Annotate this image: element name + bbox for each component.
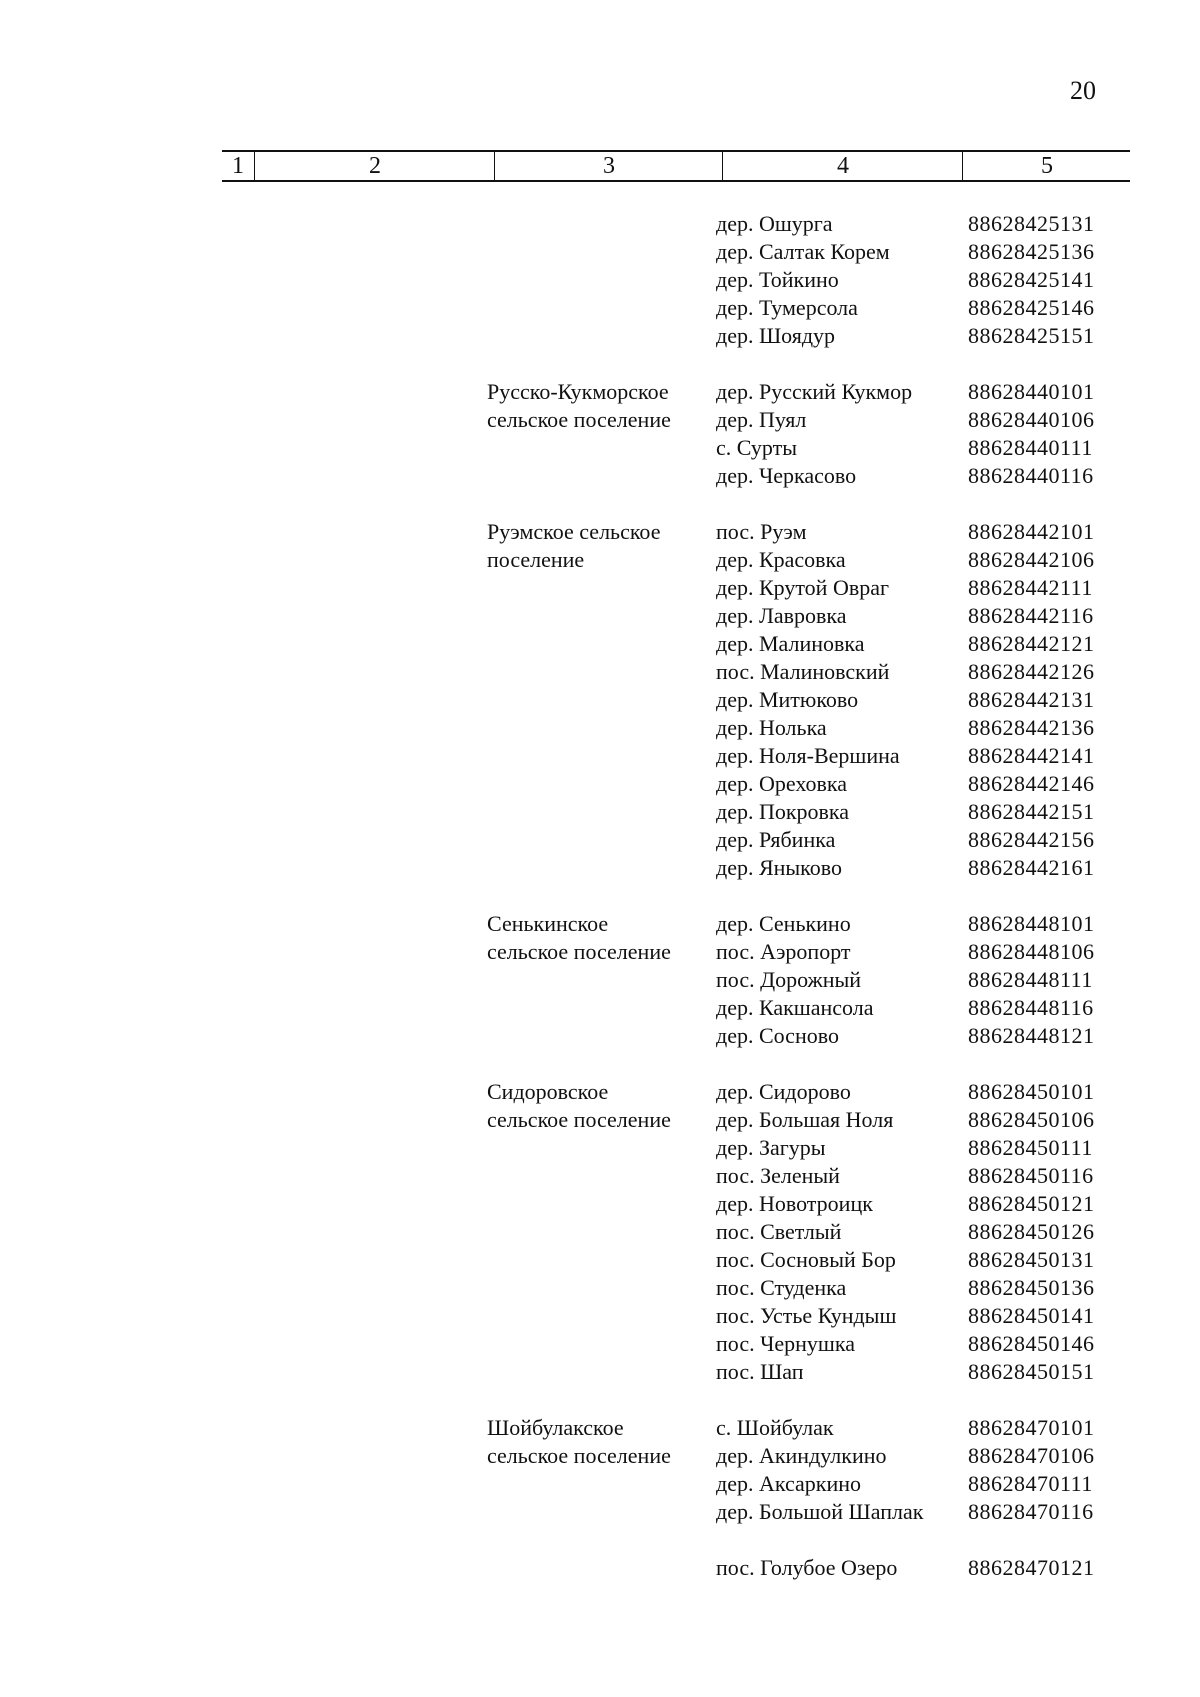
oktmo-code: 88628442116 (968, 603, 1094, 628)
municipality-name-line: поселение (487, 547, 585, 572)
settlement-name: пос. Чернушка (716, 1331, 855, 1356)
table-row (0, 1246, 1200, 1274)
settlement-name: дер. Большой Шаплак (716, 1499, 924, 1524)
table-row (0, 322, 1200, 350)
table-row (0, 602, 1200, 630)
table-row (0, 910, 1200, 938)
municipality-name-line: Русско-Кукморское (487, 379, 669, 404)
oktmo-code: 88628450146 (968, 1331, 1095, 1356)
settlement-name: дер. Большая Ноля (716, 1107, 894, 1132)
column-header-2: 2 (254, 152, 495, 180)
table-row (0, 546, 1200, 574)
table-row (0, 966, 1200, 994)
page-number: 20 (1070, 76, 1096, 105)
table-row (0, 826, 1200, 854)
table-row (0, 770, 1200, 798)
settlement-name: дер. Ошурга (716, 211, 833, 236)
oktmo-code: 88628442136 (968, 715, 1095, 740)
settlement-name: дер. Малиновка (716, 631, 865, 656)
table-row (0, 1106, 1200, 1134)
table-row (0, 238, 1200, 266)
oktmo-code: 88628450151 (968, 1359, 1095, 1384)
settlement-name: дер. Митюково (716, 687, 859, 712)
settlement-name: пос. Дорожный (716, 967, 862, 992)
oktmo-code: 88628442161 (968, 855, 1095, 880)
oktmo-code: 88628442141 (968, 743, 1095, 768)
table-row (0, 1078, 1200, 1106)
settlement-group (0, 518, 1200, 882)
table-row (0, 1442, 1200, 1470)
oktmo-code: 88628470116 (968, 1499, 1094, 1524)
settlement-name: дер. Акиндулкино (716, 1443, 887, 1468)
oktmo-code: 88628450101 (968, 1079, 1095, 1104)
oktmo-code: 88628448116 (968, 995, 1094, 1020)
table-row (0, 686, 1200, 714)
settlement-name: дер. Крутой Овраг (716, 575, 890, 600)
settlement-name: пос. Сосновый Бор (716, 1247, 896, 1272)
table-row (0, 210, 1200, 238)
settlement-name: дер. Новотроицк (716, 1191, 873, 1216)
table-row (0, 1554, 1200, 1582)
table-row (0, 574, 1200, 602)
table-row (0, 1162, 1200, 1190)
settlement-group (0, 378, 1200, 490)
settlement-group (0, 1078, 1200, 1386)
table-row (0, 798, 1200, 826)
column-header-3: 3 (494, 152, 723, 180)
municipality-name-line: сельское поселение (487, 407, 671, 432)
settlement-group (0, 1414, 1200, 1582)
table-row (0, 266, 1200, 294)
settlement-name: дер. Ореховка (716, 771, 847, 796)
table-row (0, 658, 1200, 686)
oktmo-code: 88628448111 (968, 967, 1093, 992)
settlement-name: дер. Сидорово (716, 1079, 851, 1104)
table-row (0, 1302, 1200, 1330)
oktmo-code: 88628470106 (968, 1443, 1095, 1468)
settlement-name: пос. Голубое Озеро (716, 1555, 898, 1580)
table-row (0, 630, 1200, 658)
oktmo-code: 88628440116 (968, 463, 1094, 488)
settlement-name: пос. Устье Кундыш (716, 1303, 897, 1328)
settlement-name: дер. Лавровка (716, 603, 847, 628)
settlement-name: дер. Тойкино (716, 267, 839, 292)
oktmo-code: 88628425136 (968, 239, 1095, 264)
table-row (0, 406, 1200, 434)
table-row (0, 1134, 1200, 1162)
oktmo-code: 88628448121 (968, 1023, 1095, 1048)
settlement-name: дер. Черкасово (716, 463, 857, 488)
column-header-4: 4 (722, 152, 963, 180)
oktmo-code: 88628442146 (968, 771, 1095, 796)
municipality-name-line: сельское поселение (487, 1443, 671, 1468)
settlement-name: дер. Нолька (716, 715, 827, 740)
settlement-name: дер. Аксаркино (716, 1471, 862, 1496)
settlement-name: пос. Светлый (716, 1219, 842, 1244)
settlement-name: дер. Сенькино (716, 911, 851, 936)
oktmo-code: 88628448106 (968, 939, 1095, 964)
oktmo-code: 88628442121 (968, 631, 1095, 656)
settlement-name: дер. Загуры (716, 1135, 826, 1160)
settlement-name: пос. Зеленый (716, 1163, 840, 1188)
municipality-name-line: Шойбулакское (487, 1415, 624, 1440)
oktmo-code: 88628425131 (968, 211, 1095, 236)
settlement-group (0, 910, 1200, 1050)
table-row (0, 1358, 1200, 1386)
oktmo-code: 88628450141 (968, 1303, 1095, 1328)
column-header-1: 1 (232, 153, 244, 179)
oktmo-code: 88628425151 (968, 323, 1095, 348)
table-body (0, 210, 1200, 1610)
settlement-name: дер. Пуял (716, 407, 807, 432)
settlement-name: дер. Покровка (716, 799, 850, 824)
settlement-name: с. Шойбулак (716, 1415, 834, 1440)
settlement-name: пос. Малиновский (716, 659, 890, 684)
settlement-name: дер. Тумерсола (716, 295, 858, 320)
oktmo-code: 88628442151 (968, 799, 1095, 824)
table-row (0, 994, 1200, 1022)
settlement-name: дер. Какшансола (716, 995, 874, 1020)
oktmo-code: 88628450111 (968, 1135, 1093, 1160)
table-row (0, 714, 1200, 742)
settlement-name: дер. Шоядур (716, 323, 836, 348)
table-row (0, 1470, 1200, 1498)
settlement-name: с. Сурты (716, 435, 797, 460)
oktmo-code: 88628440106 (968, 407, 1095, 432)
table-row (0, 1022, 1200, 1050)
table-row (0, 462, 1200, 490)
table-row (0, 294, 1200, 322)
settlement-name: дер. Русский Кукмор (716, 379, 913, 404)
oktmo-code: 88628440111 (968, 435, 1093, 460)
oktmo-code: 88628442101 (968, 519, 1095, 544)
municipality-name-line: Руэмское сельское (487, 519, 661, 544)
table-row (0, 1414, 1200, 1442)
oktmo-code: 88628450131 (968, 1247, 1095, 1272)
municipality-name-line: сельское поселение (487, 939, 671, 964)
municipality-name-line: Сидоровское (487, 1079, 609, 1104)
column-header-5: 5 (962, 152, 1131, 180)
oktmo-code: 88628470101 (968, 1415, 1095, 1440)
oktmo-code: 88628442156 (968, 827, 1095, 852)
settlement-name: дер. Красовка (716, 547, 846, 572)
oktmo-code: 88628450136 (968, 1275, 1095, 1300)
settlement-name: пос. Шап (716, 1359, 804, 1384)
table-row (0, 938, 1200, 966)
oktmo-code: 88628450106 (968, 1107, 1095, 1132)
table-row (0, 1190, 1200, 1218)
oktmo-code: 88628448101 (968, 911, 1095, 936)
table-row (0, 1498, 1200, 1554)
oktmo-code: 88628425141 (968, 267, 1095, 292)
oktmo-code: 88628470121 (968, 1555, 1095, 1580)
oktmo-code: 88628450116 (968, 1163, 1094, 1188)
table-header-row (222, 150, 1130, 182)
table-row (0, 1274, 1200, 1302)
table-row (0, 1218, 1200, 1246)
oktmo-code: 88628442106 (968, 547, 1095, 572)
oktmo-code: 88628425146 (968, 295, 1095, 320)
table-row (0, 378, 1200, 406)
oktmo-code: 88628442126 (968, 659, 1095, 684)
settlement-name: пос. Руэм (716, 519, 807, 544)
table-row (0, 434, 1200, 462)
table-row (0, 854, 1200, 882)
settlement-name: пос. Аэропорт (716, 939, 851, 964)
settlement-name: дер. Яныково (716, 855, 842, 880)
oktmo-code: 88628442131 (968, 687, 1095, 712)
oktmo-code: 88628450126 (968, 1219, 1095, 1244)
settlement-name: дер. Рябинка (716, 827, 836, 852)
table-row (0, 1330, 1200, 1358)
oktmo-code: 88628470111 (968, 1471, 1093, 1496)
settlement-name: дер. Салтак Корем (716, 239, 890, 264)
municipality-name-line: Сенькинское (487, 911, 609, 936)
oktmo-code: 88628440101 (968, 379, 1095, 404)
settlement-group (0, 210, 1200, 350)
settlement-name: пос. Студенка (716, 1275, 847, 1300)
municipality-name-line: сельское поселение (487, 1107, 671, 1132)
settlement-name: дер. Сосново (716, 1023, 839, 1048)
settlement-name: дер. Ноля-Вершина (716, 743, 900, 768)
oktmo-code: 88628442111 (968, 575, 1093, 600)
oktmo-code: 88628450121 (968, 1191, 1095, 1216)
table-row (0, 742, 1200, 770)
table-row (0, 518, 1200, 546)
